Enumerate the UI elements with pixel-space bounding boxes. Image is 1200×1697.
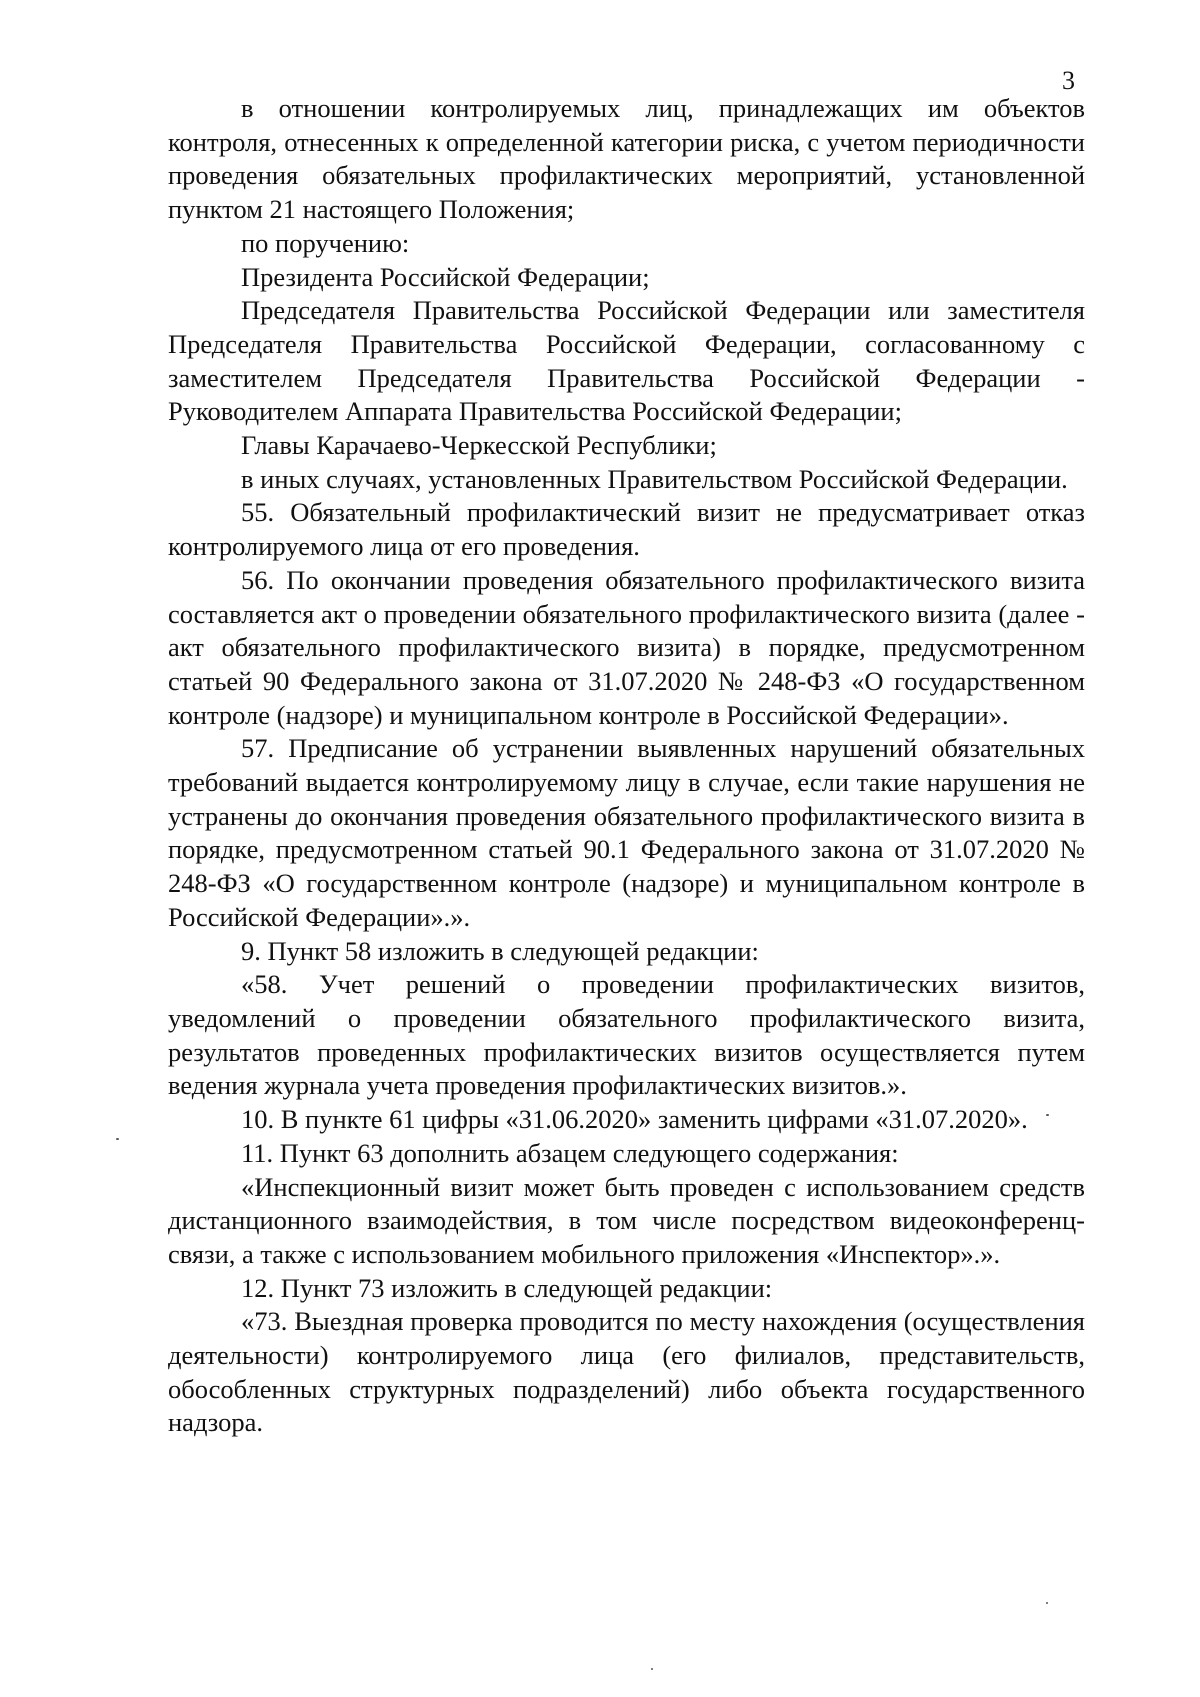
scan-speck: [1046, 1114, 1049, 1116]
scan-speck: [1046, 1602, 1048, 1604]
paragraph: 55. Обязательный профилактический визит не предусматривает отказ контролируемого лица от его проведения.: [168, 497, 1085, 562]
paragraph: «58. Учет решений о проведении профилактических визитов, уведомлений о проведении обязательного профилактического визита, результатов проведенных профилактических визитов осуществляется путем ведения журнала учета проведения профилактических визитов.».: [168, 969, 1085, 1101]
paragraph: по поручению:: [241, 227, 410, 258]
paragraph: в иных случаях, установленных Правительством Российской Федерации.: [241, 463, 1068, 494]
document-body: [168, 92, 1085, 1440]
paragraph: Президента Российской Федерации;: [241, 261, 650, 292]
paragraph: 12. Пункт 73 изложить в следующей редакции:: [241, 1272, 773, 1303]
paragraph: «Инспекционный визит может быть проведен с использованием средств дистанционного взаимодействия, в том числе посредством видеоконференц-связи, а также с использованием мобильного приложения «Инспектор».».: [168, 1171, 1085, 1269]
paragraph: 10. В пункте 61 цифры «31.06.2020» заменить цифрами «31.07.2020».: [241, 1104, 1028, 1135]
scan-speck: [116, 1138, 119, 1140]
paragraph: Председателя Правительства Российской Федерации или заместителя Председателя Правительства Российской Федерации, согласованному с заместителем Председателя Правительства Российской Федерации - Руководителем Аппарата Правительства Российской Федерации;: [168, 295, 1085, 427]
paragraph: 9. Пункт 58 изложить в следующей редакции:: [241, 935, 759, 966]
paragraph: 56. По окончании проведения обязательного профилактического визита составляется акт о проведении обязательного профилактического визита (далее - акт обязательного профилактического визита) в порядке, предусмотренном статьей 90 Федерального закона от 31.07.2020 № 248-ФЗ «О государственном контроле (надзоре) и муниципальном контроле в Российской Федерации».: [168, 564, 1085, 730]
paragraph: «73. Выездная проверка проводится по месту нахождения (осуществления деятельности) контролируемого лица (его филиалов, представительств, обособленных структурных подразделений) либо объекта государственного надзора.: [168, 1306, 1085, 1438]
paragraph: 11. Пункт 63 дополнить абзацем следующего содержания:: [241, 1137, 899, 1168]
page-number: 3: [1062, 66, 1075, 95]
paragraph: Главы Карачаево-Черкесской Республики;: [241, 430, 717, 461]
paragraph: в отношении контролируемых лиц, принадлежащих им объектов контроля, отнесенных к определенной категории риска, с учетом периодичности проведения обязательных профилактических мероприятий, установленной пунктом 21 настоящего Положения;: [168, 93, 1085, 225]
paragraph: 57. Предписание об устранении выявленных нарушений обязательных требований выдается контролируемому лицу в случае, если такие нарушения не устранены до окончания проведения обязательного профилактического визита в порядке, предусмотренном статьей 90.1 Федерального закона от 31.07.2020 № 248-ФЗ «О государственном контроле (надзоре) и муниципальном контроле в Российской Федерации».».: [168, 733, 1085, 932]
scan-speck: [651, 1668, 653, 1670]
